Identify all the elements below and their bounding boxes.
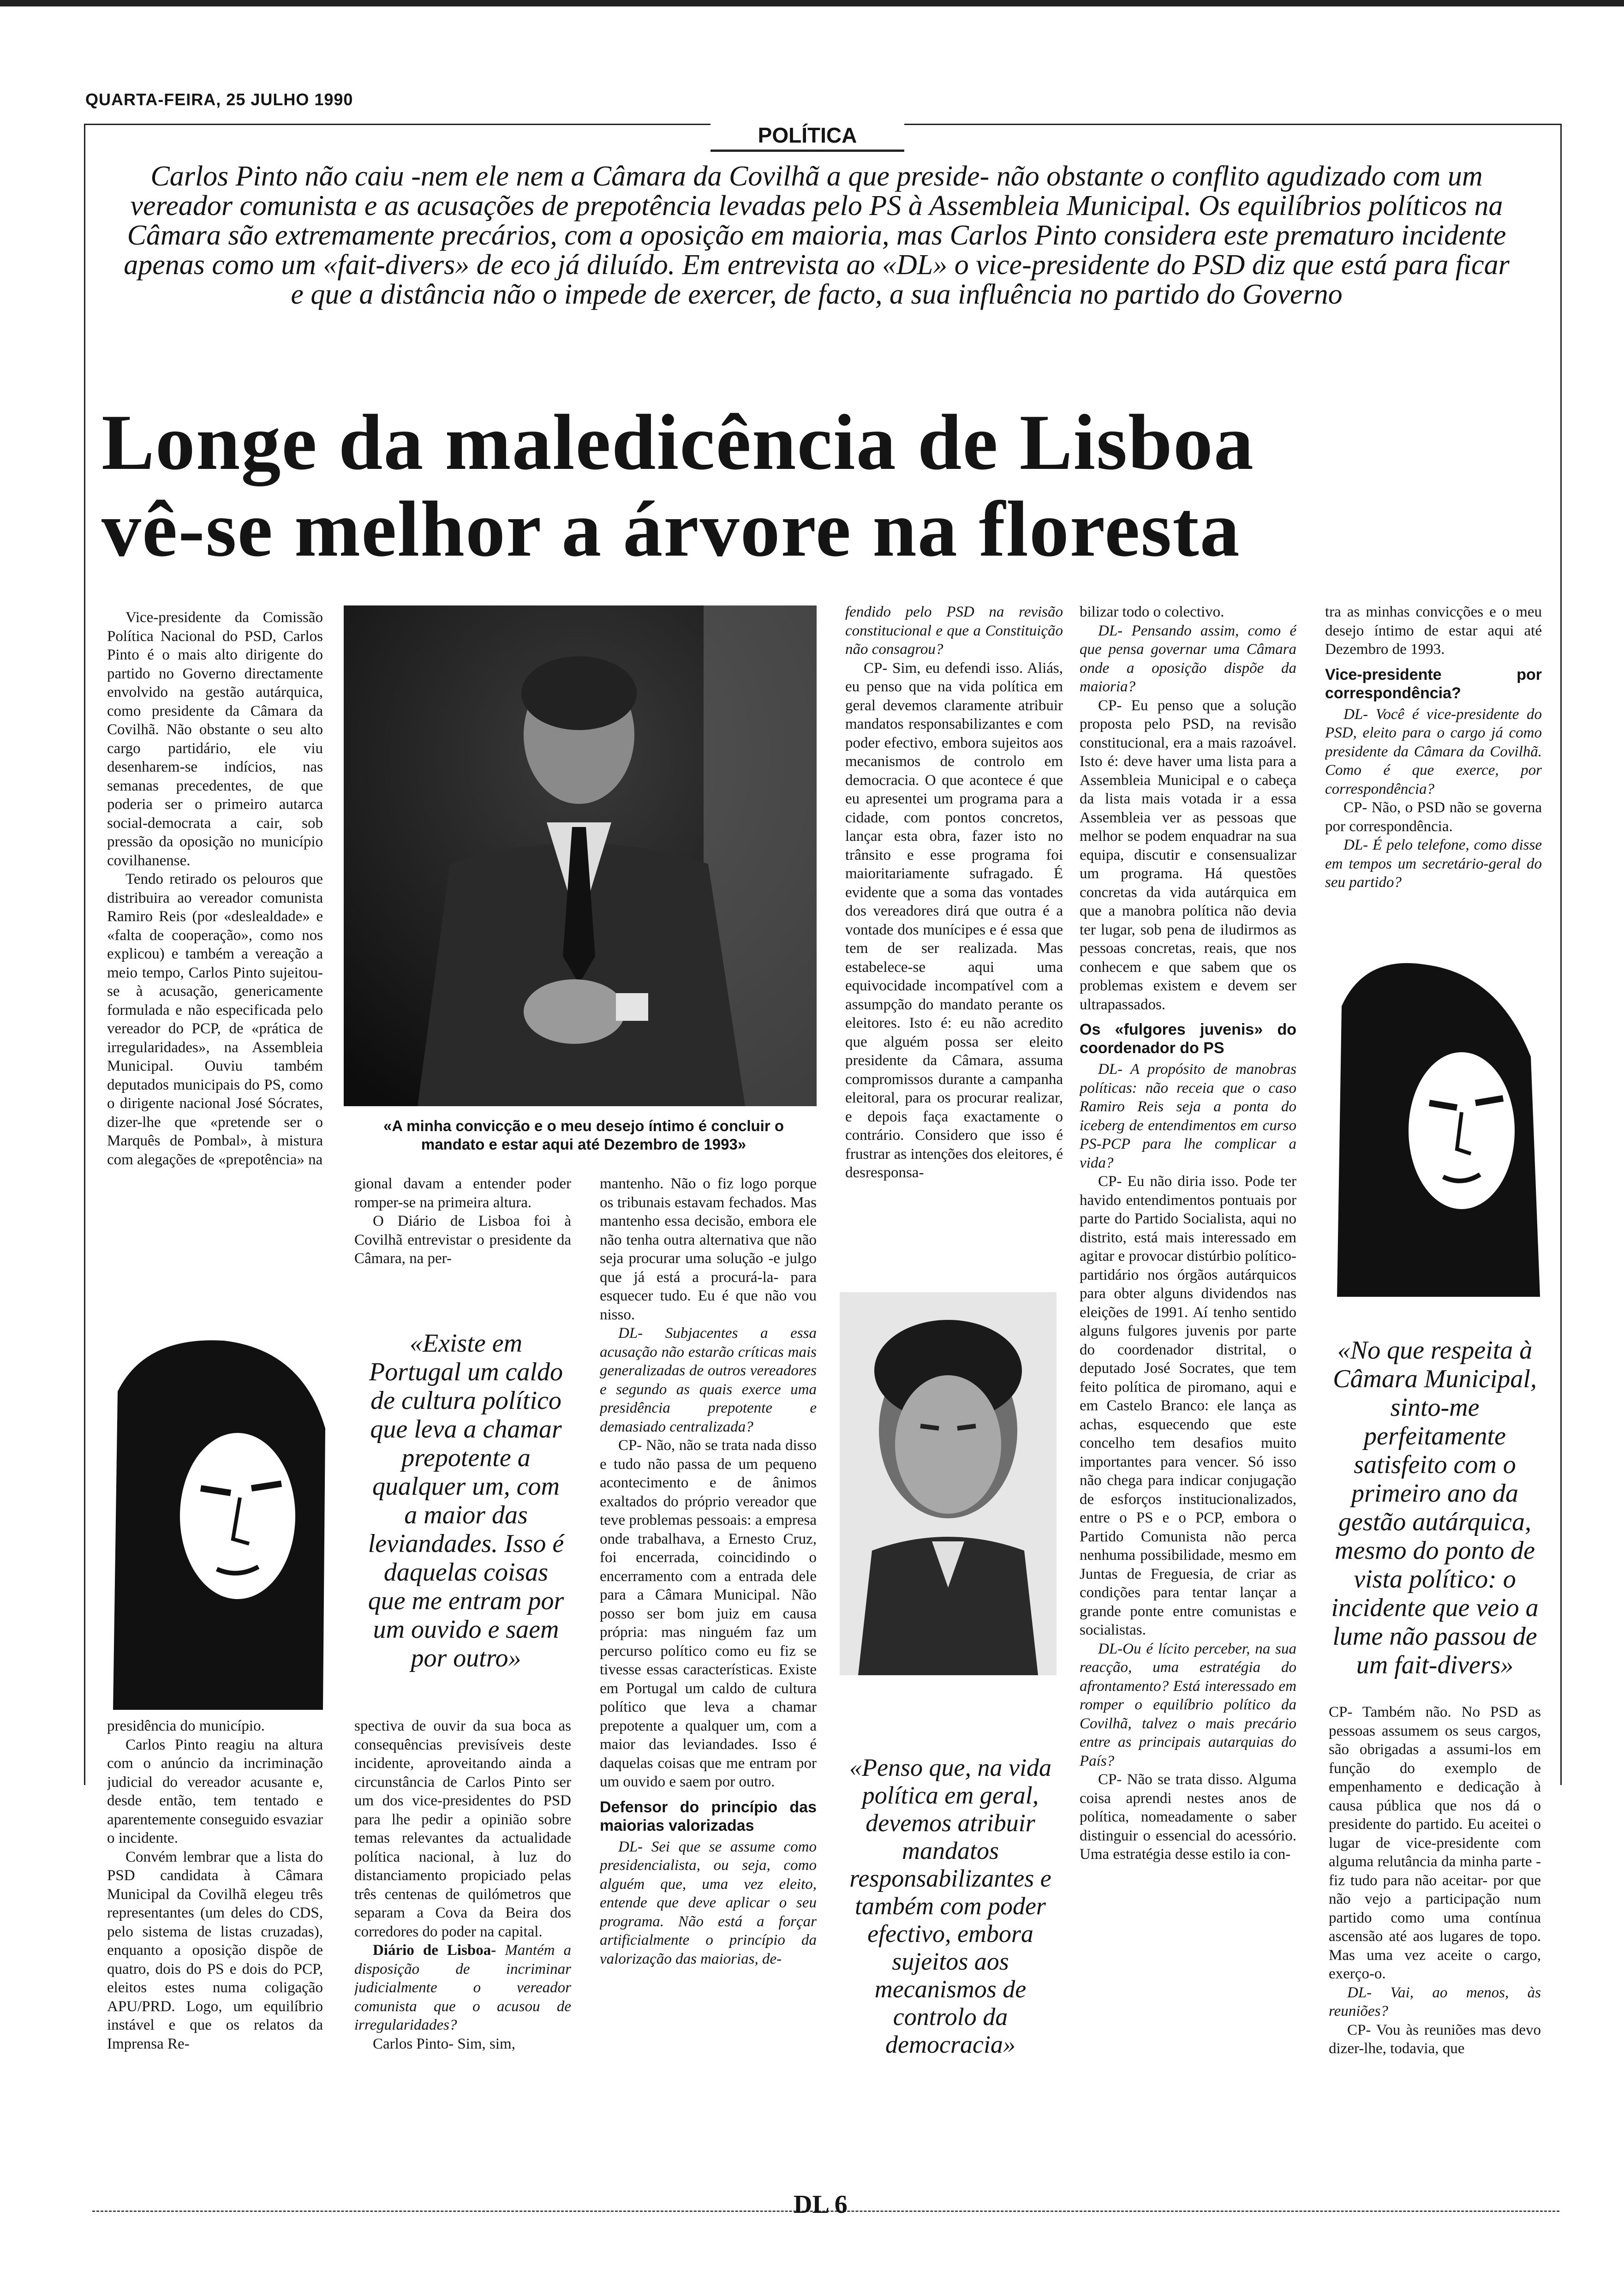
side-portrait	[1323, 937, 1545, 1297]
section-label: POLÍTICA	[710, 119, 904, 152]
page-folio: DL 6	[794, 2190, 848, 2219]
interviewer-question	[600, 1324, 817, 1436]
question-text: DL- Sei que se assume como presidencialista, ou seja, como alguém que, uma vez eleito, entende que deve aplicar o seu programa. Não está a forçar artificialmente o princípio da valorização das maiorias, de-	[600, 1838, 817, 1967]
paragraph: mantenho. Não o fiz logo porque os tribunais estavam fechados. Mas mantenho essa decisão, embora ele não tenha outra alternativa que não seja procurar uma solução -e julgo que já está a procurá-la- para esquecer tudo. Eu é que não vou nisso.	[600, 1175, 817, 1323]
issue-date: QUARTA-FEIRA, 25 JULHO 1990	[85, 90, 353, 109]
pull-quote-center: «Penso que, na vida política em geral, devemos atribuir mandatos responsabilizantes e também com poder efectivo, embora sujeitos aos mecanismos de controlo da democracia»	[849, 1754, 1051, 2058]
paragraph: Tendo retirado os pelouros que distribuira ao vereador comunista Ramiro Reis (por «deslealdade» e «falta de cooperação», como nos explicou) e também a vereação a meio tempo, Carlos Pinto sujeitou-se à acusação, genericamente formulada e não especificada pelo vereador do PCP, de «prática de irregularidades», na Assembleia Municipal. Ouviu também deputados municipais do PS, como o dirigente nacional José Sócrates, dizer-lhe que «pretende ser o Marquês de Pombal», à mistura com alegações de «prepotência» na	[107, 871, 323, 1168]
answer: Carlos Pinto- Sim, sim,	[373, 2035, 515, 2052]
paragraph: Convém lembrar que a lista do PSD candidata à Câmara Municipal da Covilhã elegeu três representantes (um deles do CDS, pelo sistema de listas cruzadas), enquanto a oposição dispõe de quatro, dois do PS e dois do PCP, eleitos estes numa coligação APU/PRD. Logo, um equilíbrio instável e que os relatos da Imprensa Re-	[107, 1848, 323, 2052]
column-5-top	[1325, 603, 1542, 926]
question-text: DL- A propósito de manobras políticas: não receia que o caso Ramiro Reis seja a ponta do iceberg de entendimentos em curso PS-PCP para lhe complicar a vida?	[1080, 1061, 1296, 1171]
paragraph: gional davam a entender poder romper-se na primeira altura.	[354, 1175, 571, 1211]
paragraph	[845, 603, 1063, 659]
subheading: Defensor do princípio das maiorias valorizadas	[600, 1798, 817, 1834]
portrait-sketch	[104, 1318, 332, 1710]
paragraph: Vice-presidente da Comissão Política Nacional do PSD, Carlos Pinto é o mais alto dirigente do partido no Governo directamente envolvido na gestão autárquica, como presidente da Câmara da Covilhã. Não obstante o seu alto cargo partidário, ele viu desenharem-se indícios, nas semanas precedentes, de que poderia ser o primeiro autarca social-democrata a cair, sob pressão da oposição no município covilhanense.	[107, 609, 323, 869]
portrait-image	[840, 1292, 1057, 1675]
secondary-photo	[840, 1292, 1057, 1675]
frame-left	[84, 124, 85, 1785]
answer: CP- Não, não se trata nada disso e tudo não passa de um pequeno acontecimento e de ânimos exaltados do próprio vereador que teve problemas pessoais: a empresa onde trabalhava, a Ernesto Cruz, foi encerrada, coincidindo o encerramento com a entrada dele para a Câmara Municipal. Não posso ser bom juiz em causa própria: mas ninguém faz um percurso político como eu fiz se tivesse essas características. Existe em Portugal um caldo de cultura político que leva a chamar prepotente a qualquer um, com a maior das leviandades. Isso é daquelas coisas que me entram por um ouvido e saem por outro.	[600, 1437, 817, 1790]
interviewer-question: Diário de Lisboa- Mantém a disposição de incriminar judicialmente o vereador comunista que o acusou de irregularidades?	[354, 1942, 571, 2033]
column-3-top	[845, 603, 1063, 1279]
column-2-bottom	[354, 1717, 571, 2091]
question-text: DL- Subjacentes a essa acusação não estarão críticas mais generalizadas de outros vereadores e segundo as quais exerce uma presidência prepotente e demasiado centralizada?	[600, 1325, 817, 1435]
paragraph: O Diário de Lisboa foi à Covilhã entrevistar o presidente da Câmara, na per-	[354, 1213, 571, 1267]
answer: CP- Não se trata disso. Alguma coisa aprendi nestes anos de política, nomeadamente o saber distinguir o essencial do acessório. Uma estratégia desse estilo ia con-	[1080, 1771, 1296, 1863]
frame-right	[1560, 124, 1562, 1785]
interviewer-question	[1325, 705, 1542, 799]
photo-caption: «A minha convicção e o meu desejo íntimo é concluir o mandato e estar aqui até Dezembro de 1993»	[383, 1117, 784, 1153]
paragraph: Carlos Pinto reagiu na altura com o anúncio da incriminação judicial do vereador acusante e, desde então, tem tentado e aparentemente conseguido esvaziar o incidente.	[107, 1736, 323, 1846]
interviewer-question	[1080, 1060, 1296, 1172]
headline-line-1: Longe da maledicência de Lisboa	[102, 399, 1254, 486]
question-text: DL- É pelo telefone, como disse em tempos um secretário-geral do seu partido?	[1325, 837, 1542, 891]
column-2-mid	[354, 1174, 571, 1285]
answer: CP- Eu não diria isso. Pode ter havido entendimentos pontuais por parte do Partido Socialista, aqui no distrito, está mais interessado em agitar e provocar distúrbio político-partidário nos órgãos autárquicos para obter alguns dividendos nas eleições de 1991. Aí tenho sentido alguns fulgores juvenis por parte do coordenador distrital, o deputado José Socrates, que tem feito política de piromano, aqui e em Castelo Branco: ele lança as achas, esquecendo que este concelho tem desafios muito importantes para vencer. Só isso não chega para indicar conjugação de esforços institucionalizados, entre o PS e o PCP, embora o Partido Comunista não perca nenhuma possibilidade, mesmo em Juntas de Freguesia, de criar as condições para tentar lançar a grande ponte entre comunistas e socialistas.	[1080, 1173, 1296, 1638]
interviewer-question	[600, 1838, 817, 1969]
headline	[102, 399, 1532, 573]
paragraph: bilizar todo o colectivo.	[1080, 604, 1224, 620]
lead-paragraph: Carlos Pinto não caiu -nem ele nem a Câmara da Covilhã a que preside- não obstante o conflito agudizado com um vereador comunista e as acusações de prepotência levadas pelo PS à Assembleia Municipal. Os equilíbrios políticos na Câmara são extremamente precários, com a oposição em maioria, mas Carlos Pinto considera este prematuro incidente apenas como um «fait-divers» de eco já diluído. Em entrevista ao «DL» o vice-presidente do PSD diz que está para ficar e que a distância não o impede de exercer, de facto, a sua influência no partido do Governo	[124, 161, 1510, 310]
paragraph: presidência do município.	[107, 1718, 265, 1734]
interviewer-question	[1325, 836, 1542, 892]
portrait-sketch	[1323, 937, 1545, 1297]
pull-quote-left: «Existe em Portugal um caldo de cultura político que leva a chamar prepotente a qualquer um, com a maior das leviandades. Isso é daquelas coisas que me entram por um ouvido e saem por outro»	[368, 1329, 564, 1672]
portrait-image	[344, 605, 817, 1106]
pull-quote-right: «No que respeita à Câmara Municipal, sinto-me perfeitamente satisfeito com o primeiro ano da gestão autárquica, mesmo do ponto de vista político: o incidente que veio a lume não passou de um fait-divers»	[1331, 1336, 1539, 1679]
answer: CP- Vou às reuniões mas devo dizer-lhe, todavia, que	[1329, 2021, 1541, 2057]
answer: CP- Sim, eu defendi isso. Aliás, eu penso que na vida política em geral devemos claramente atribuir mandatos responsabilizantes e com poder efectivo, embora sujeitos aos mecanismos de controlo em democracia. O que acontece é que eu apresentei um programa para a cidade, com pontos concretos, lançar esta obra, fazer isto no trânsito e esse programa foi maioritariamente sufragado. É evidente que a soma das vontades dos vereadores dirá que outra é a vontade dos munícipes e é essa que tem de ser realizada. Mas estabelece-se aqui uma equivocidade incompatível com a assumpção do mandato perante os eleitores. Isto é: eu não acredito que alguém possa ser eleito presidente da Câmara, assuma compromissos durante a campanha eleitoral, para os procurar realizar, e depois faça exactamente o contrário. Considero que isso é frustrar as intenções dos eleitores, é desresponsa-	[845, 659, 1063, 1181]
question-text: DL-Ou é lícito perceber, na sua reacção, uma estratégia do afrontamento? Está interessado em romper o equilíbrio político da Covilhã, talvez o mais precário entre as principais autarquias do País?	[1080, 1640, 1296, 1769]
answer: CP- Também não. No PSD as pessoas assumem os seus cargos, são obrigadas a assumi-los em função do exemplo de empenhamento e dedicação à causa pública que nos dá o presidente do partido. Eu aceitei o lugar de vice-presidente com alguma relutância da minha parte - fiz tudo para não aceitar- por que não vejo a participação num partido como uma contínua ascensão até aos lugares de topo. Mas uma vez aceite o cargo, exerço-o.	[1329, 1704, 1541, 1982]
subheading: Vice-presidente por correspondência?	[1325, 665, 1542, 702]
question-text: DL- Pensando assim, como é que pensa governar uma Câmara onde a oposição dispõe da maioria?	[1080, 622, 1296, 695]
question-text: fendido pelo PSD na revisão constitucional e que a Constituição não consagrou?	[845, 604, 1063, 658]
column-3	[600, 1174, 817, 2093]
question-text: DL- Vai, ao menos, às reuniões?	[1329, 1984, 1541, 2019]
column-1-bottom	[107, 1717, 323, 2091]
column-5-bottom	[1329, 1703, 1541, 2100]
paragraph: tra as minhas convicções e o meu desejo íntimo de estar aqui até Dezembro de 1993.	[1325, 604, 1542, 658]
left-portrait	[104, 1318, 332, 1710]
paragraph: spectiva de ouvir da sua boca as consequências previsíveis deste incidente, aproveitando ainda a circunstância de Carlos Pinto ser um dos vice-presidentes do PSD para lhe pedir a opinião sobre temas relevantes da actualidade política nacional, à luz do distanciamento propiciado pelas três centenas de quilómetros que separam a Cova da Beira dos corredores do poder na capital.	[354, 1718, 571, 1940]
interviewer-question	[1080, 622, 1296, 696]
interviewer-question	[1329, 1983, 1541, 2021]
headline-line-2: vê-se melhor a árvore na floresta	[102, 485, 1241, 573]
answer: CP- Não, o PSD não se governa por correspondência.	[1325, 799, 1542, 835]
top-rule	[0, 0, 1624, 6]
answer: CP- Eu penso que a solução proposta pelo PSD, na revisão constitucional, era a mais razoável. Isto é: deve haver uma lista para a Assembleia Municipal e o cabeça da lista mais votada ir a essa Assembleia ver as pessoas que melhor se podem enquadrar na sua equipa, discutir e consensualizar um programa. Há questões concretas da vida autárquica em que a manobra política não devia ter lugar, sob pena de iludirmos as pessoas concretas, reais, que nos conhecem e que sabem que os problemas existem e devem ser ultrapassados.	[1080, 697, 1296, 1013]
main-photo	[344, 605, 817, 1106]
column-4	[1080, 603, 1296, 2086]
question-text: Mantém a disposição de incriminar judicialmente o vereador comunista que o acusou de irregularidades?	[354, 1942, 571, 2033]
question-text: DL- Você é vice-presidente do PSD, eleito para o cargo já como presidente da Câmara da Covilhã. Como é que exerce, por correspondência?	[1325, 706, 1542, 797]
subheading: Os «fulgores juvenis» do coordenador do PS	[1080, 1021, 1296, 1057]
column-1-top	[107, 608, 323, 1312]
interviewer-question	[1080, 1640, 1296, 1771]
